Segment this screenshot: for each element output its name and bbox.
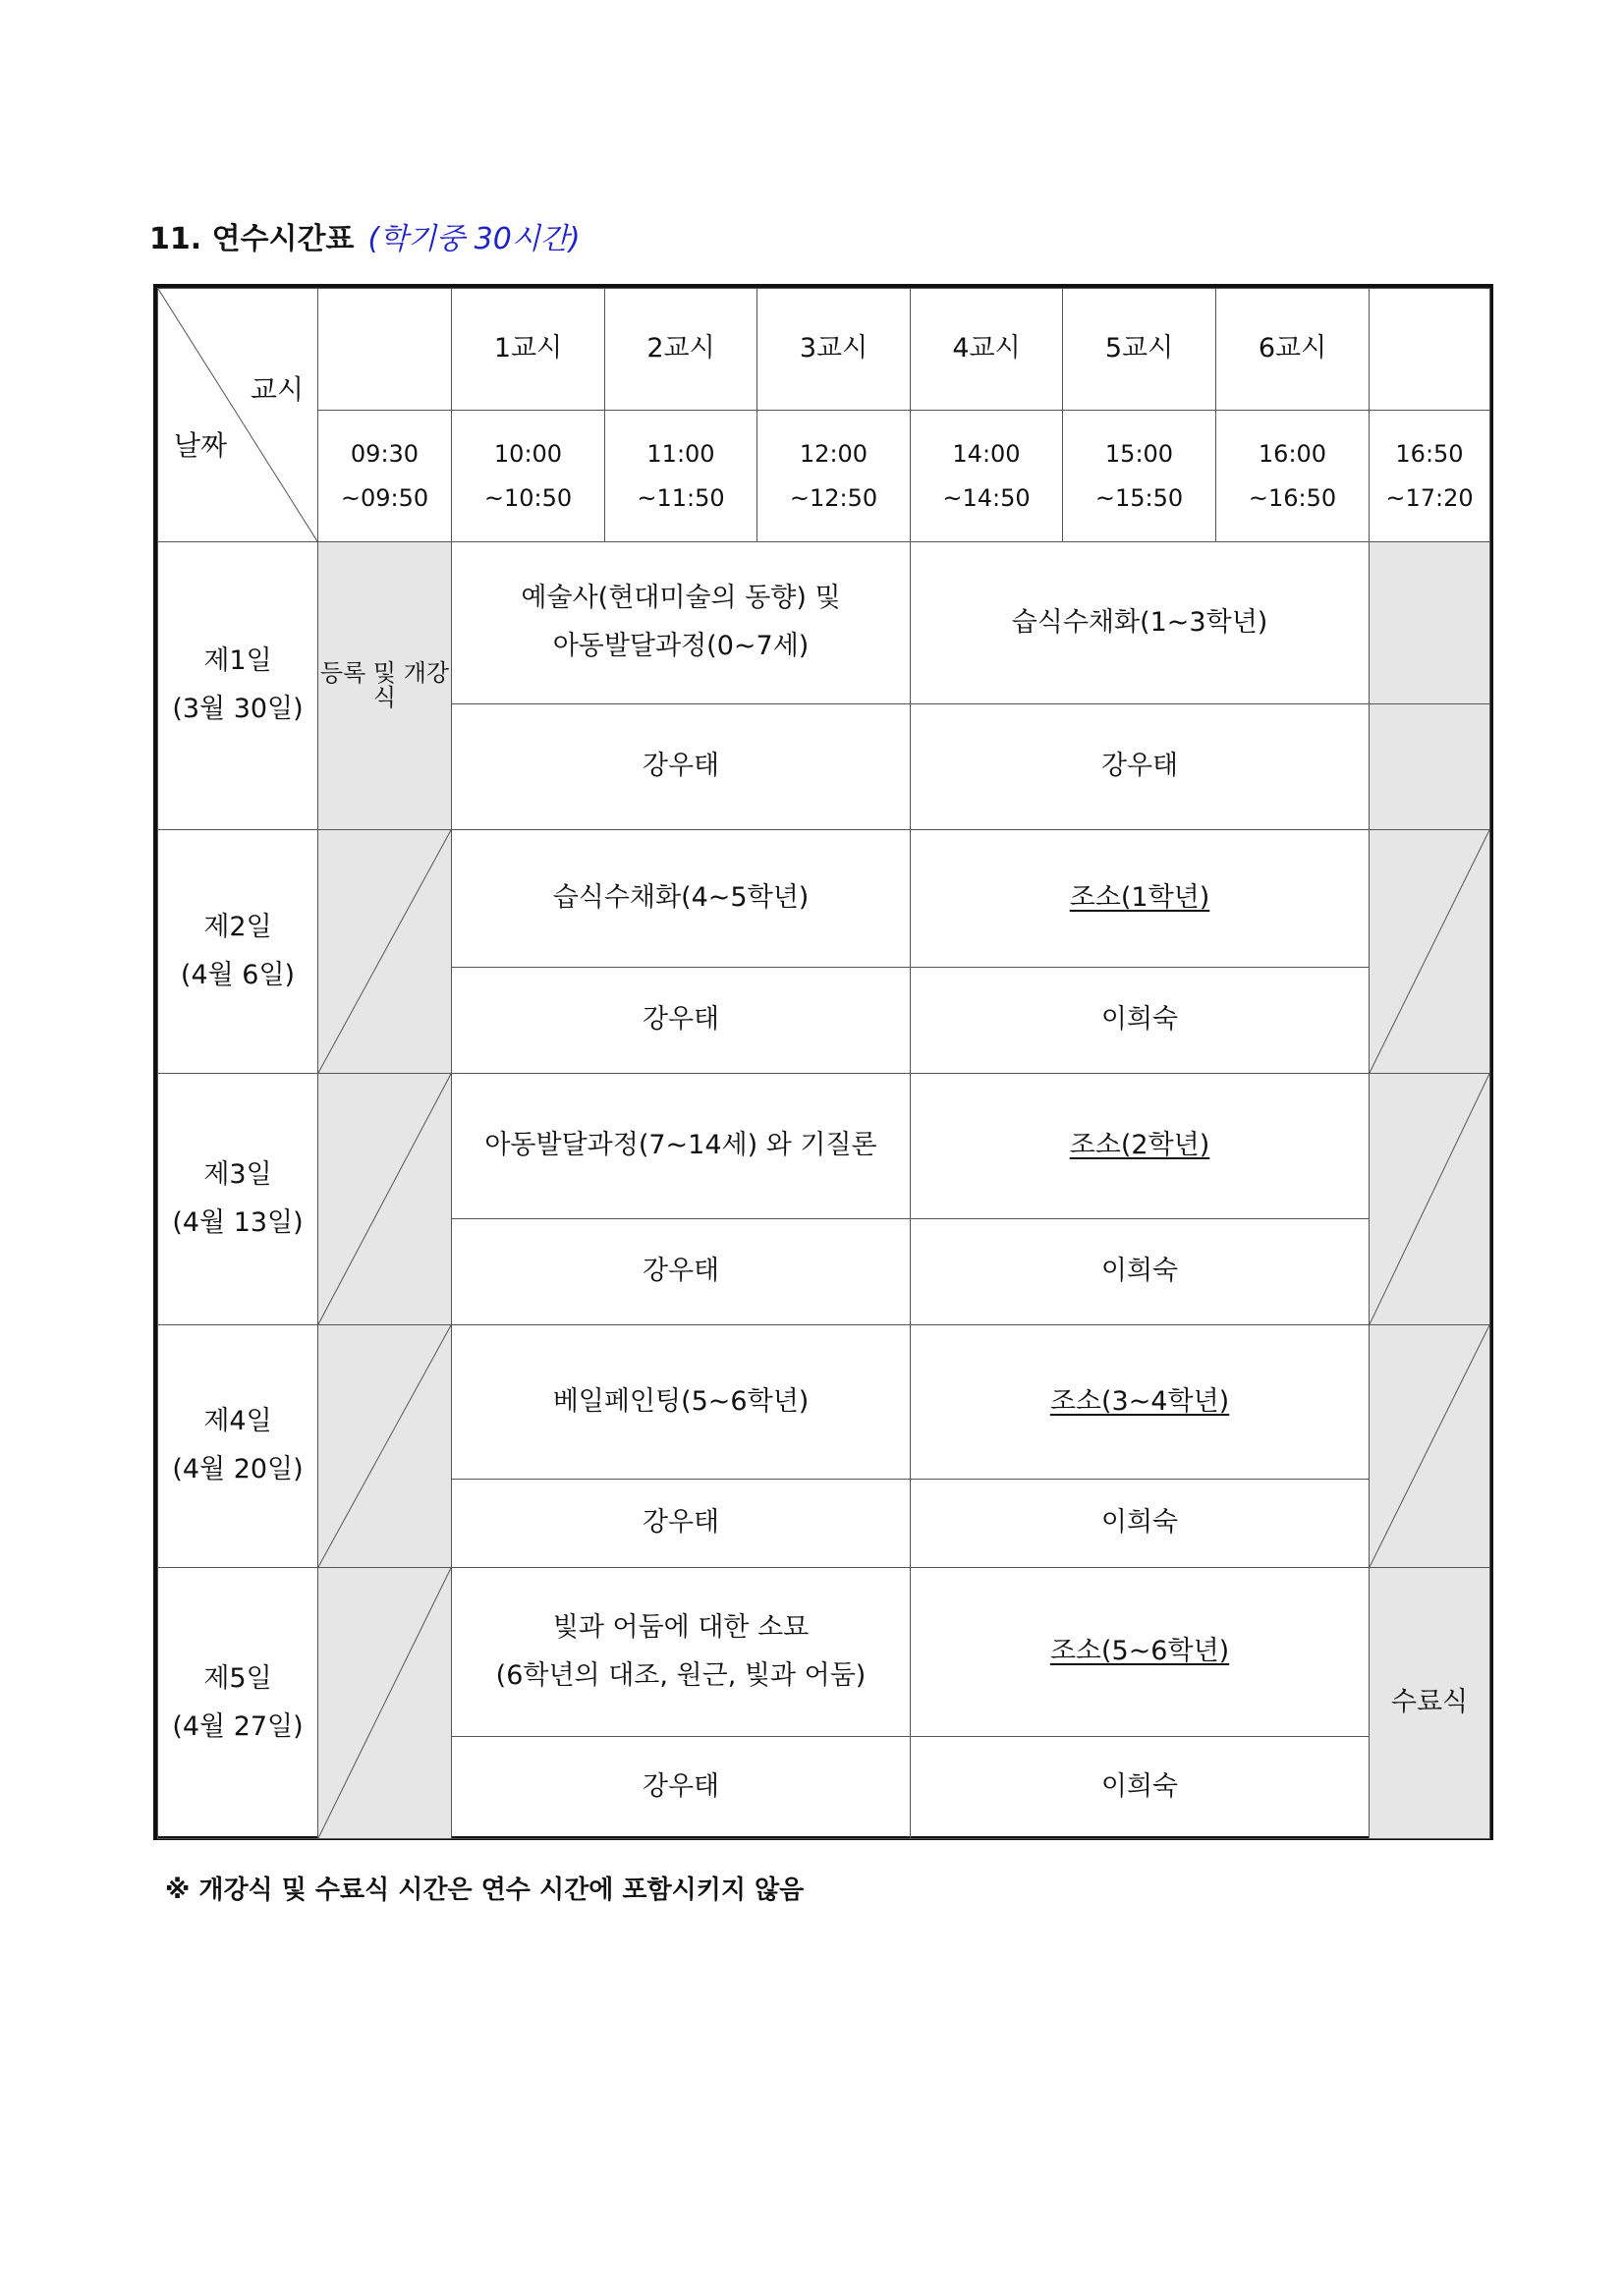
pm-course: 조소(2학년) [911, 1074, 1370, 1219]
time-slot: 16:00 ~16:50 [1216, 411, 1370, 542]
schedule-table [157, 288, 1490, 1839]
footnote: ※ 개강식 및 수료식 시간은 연수 시간에 포함시키지 않음 [165, 1876, 805, 1905]
closing-ceremony-cell: 수료식 [1370, 1568, 1490, 1839]
period-label: 1교시 [452, 289, 605, 411]
period-empty-0 [318, 289, 452, 411]
pm-course: 조소(1학년) [911, 830, 1370, 968]
empty-slot-diagonal [318, 1568, 452, 1839]
corner-period-label: 교시 [250, 373, 304, 406]
time-slot: 09:30 ~09:50 [318, 411, 452, 542]
empty-slot-diagonal [1370, 1074, 1490, 1325]
day-label: 제2일 (4월 6일) [158, 830, 318, 1074]
period-label: 6교시 [1216, 289, 1370, 411]
am-course: 예술사(현대미술의 동향) 및 아동발달과정(0~7세) [452, 542, 911, 704]
pm-instructor: 이희숙 [911, 1480, 1370, 1568]
header-time-row [158, 411, 1490, 542]
corner-date-label: 날짜 [174, 429, 228, 462]
am-course: 아동발달과정(7~14세) 와 기질론 [452, 1074, 911, 1219]
title-main: 11. 연수시간표 [149, 222, 355, 256]
pm-course: 조소(3~4학년) [911, 1325, 1370, 1480]
am-instructor: 강우태 [452, 1737, 911, 1839]
pm-instructor: 이희숙 [911, 1219, 1370, 1325]
pm-course: 조소(5~6학년) [911, 1568, 1370, 1737]
period-empty-7 [1370, 289, 1490, 411]
title-sub: (학기중 30시간) [367, 222, 581, 256]
am-course: 빛과 어둠에 대한 소묘 (6학년의 대조, 원근, 빛과 어둠) [452, 1568, 911, 1737]
registration-cell: 등록 및 개강식 [318, 542, 452, 830]
am-instructor: 강우태 [452, 704, 911, 830]
day-label: 제4일 (4월 20일) [158, 1325, 318, 1568]
day-label: 제1일 (3월 30일) [158, 542, 318, 830]
empty-slot-diagonal [318, 1325, 452, 1568]
am-instructor: 강우태 [452, 1480, 911, 1568]
pm-instructor: 이희숙 [911, 1737, 1370, 1839]
day-1-course-row [158, 542, 1490, 704]
header-period-row [158, 289, 1490, 411]
schedule-table-frame [153, 284, 1493, 1840]
day-5-course-row [158, 1568, 1490, 1737]
page-title [149, 214, 581, 257]
period-label: 4교시 [911, 289, 1063, 411]
time-slot: 11:00 ~11:50 [605, 411, 757, 542]
period-label: 5교시 [1063, 289, 1216, 411]
day-2-course-row [158, 830, 1490, 968]
day-label: 제3일 (4월 13일) [158, 1074, 318, 1325]
empty-slot-diagonal [318, 830, 452, 1074]
pm-instructor: 강우태 [911, 704, 1370, 830]
empty-slot-diagonal [318, 1074, 452, 1325]
pm-instructor: 이희숙 [911, 968, 1370, 1074]
time-slot: 14:00 ~14:50 [911, 411, 1063, 542]
day-4-course-row [158, 1325, 1490, 1480]
time-slot: 16:50 ~17:20 [1370, 411, 1490, 542]
time-slot: 15:00 ~15:50 [1063, 411, 1216, 542]
corner-cell [158, 289, 318, 542]
time-slot: 12:00 ~12:50 [757, 411, 911, 542]
period-label: 3교시 [757, 289, 911, 411]
empty-slot-diagonal [1370, 1325, 1490, 1568]
am-instructor: 강우태 [452, 1219, 911, 1325]
am-instructor: 강우태 [452, 968, 911, 1074]
am-course: 습식수채화(4~5학년) [452, 830, 911, 968]
day-3-course-row [158, 1074, 1490, 1219]
time-slot: 10:00 ~10:50 [452, 411, 605, 542]
period-label: 2교시 [605, 289, 757, 411]
empty-slot-diagonal [1370, 830, 1490, 1074]
day-label: 제5일 (4월 27일) [158, 1568, 318, 1839]
closing-slot-empty [1370, 542, 1490, 704]
closing-slot-empty [1370, 704, 1490, 830]
am-course: 베일페인팅(5~6학년) [452, 1325, 911, 1480]
pm-course: 습식수채화(1~3학년) [911, 542, 1370, 704]
